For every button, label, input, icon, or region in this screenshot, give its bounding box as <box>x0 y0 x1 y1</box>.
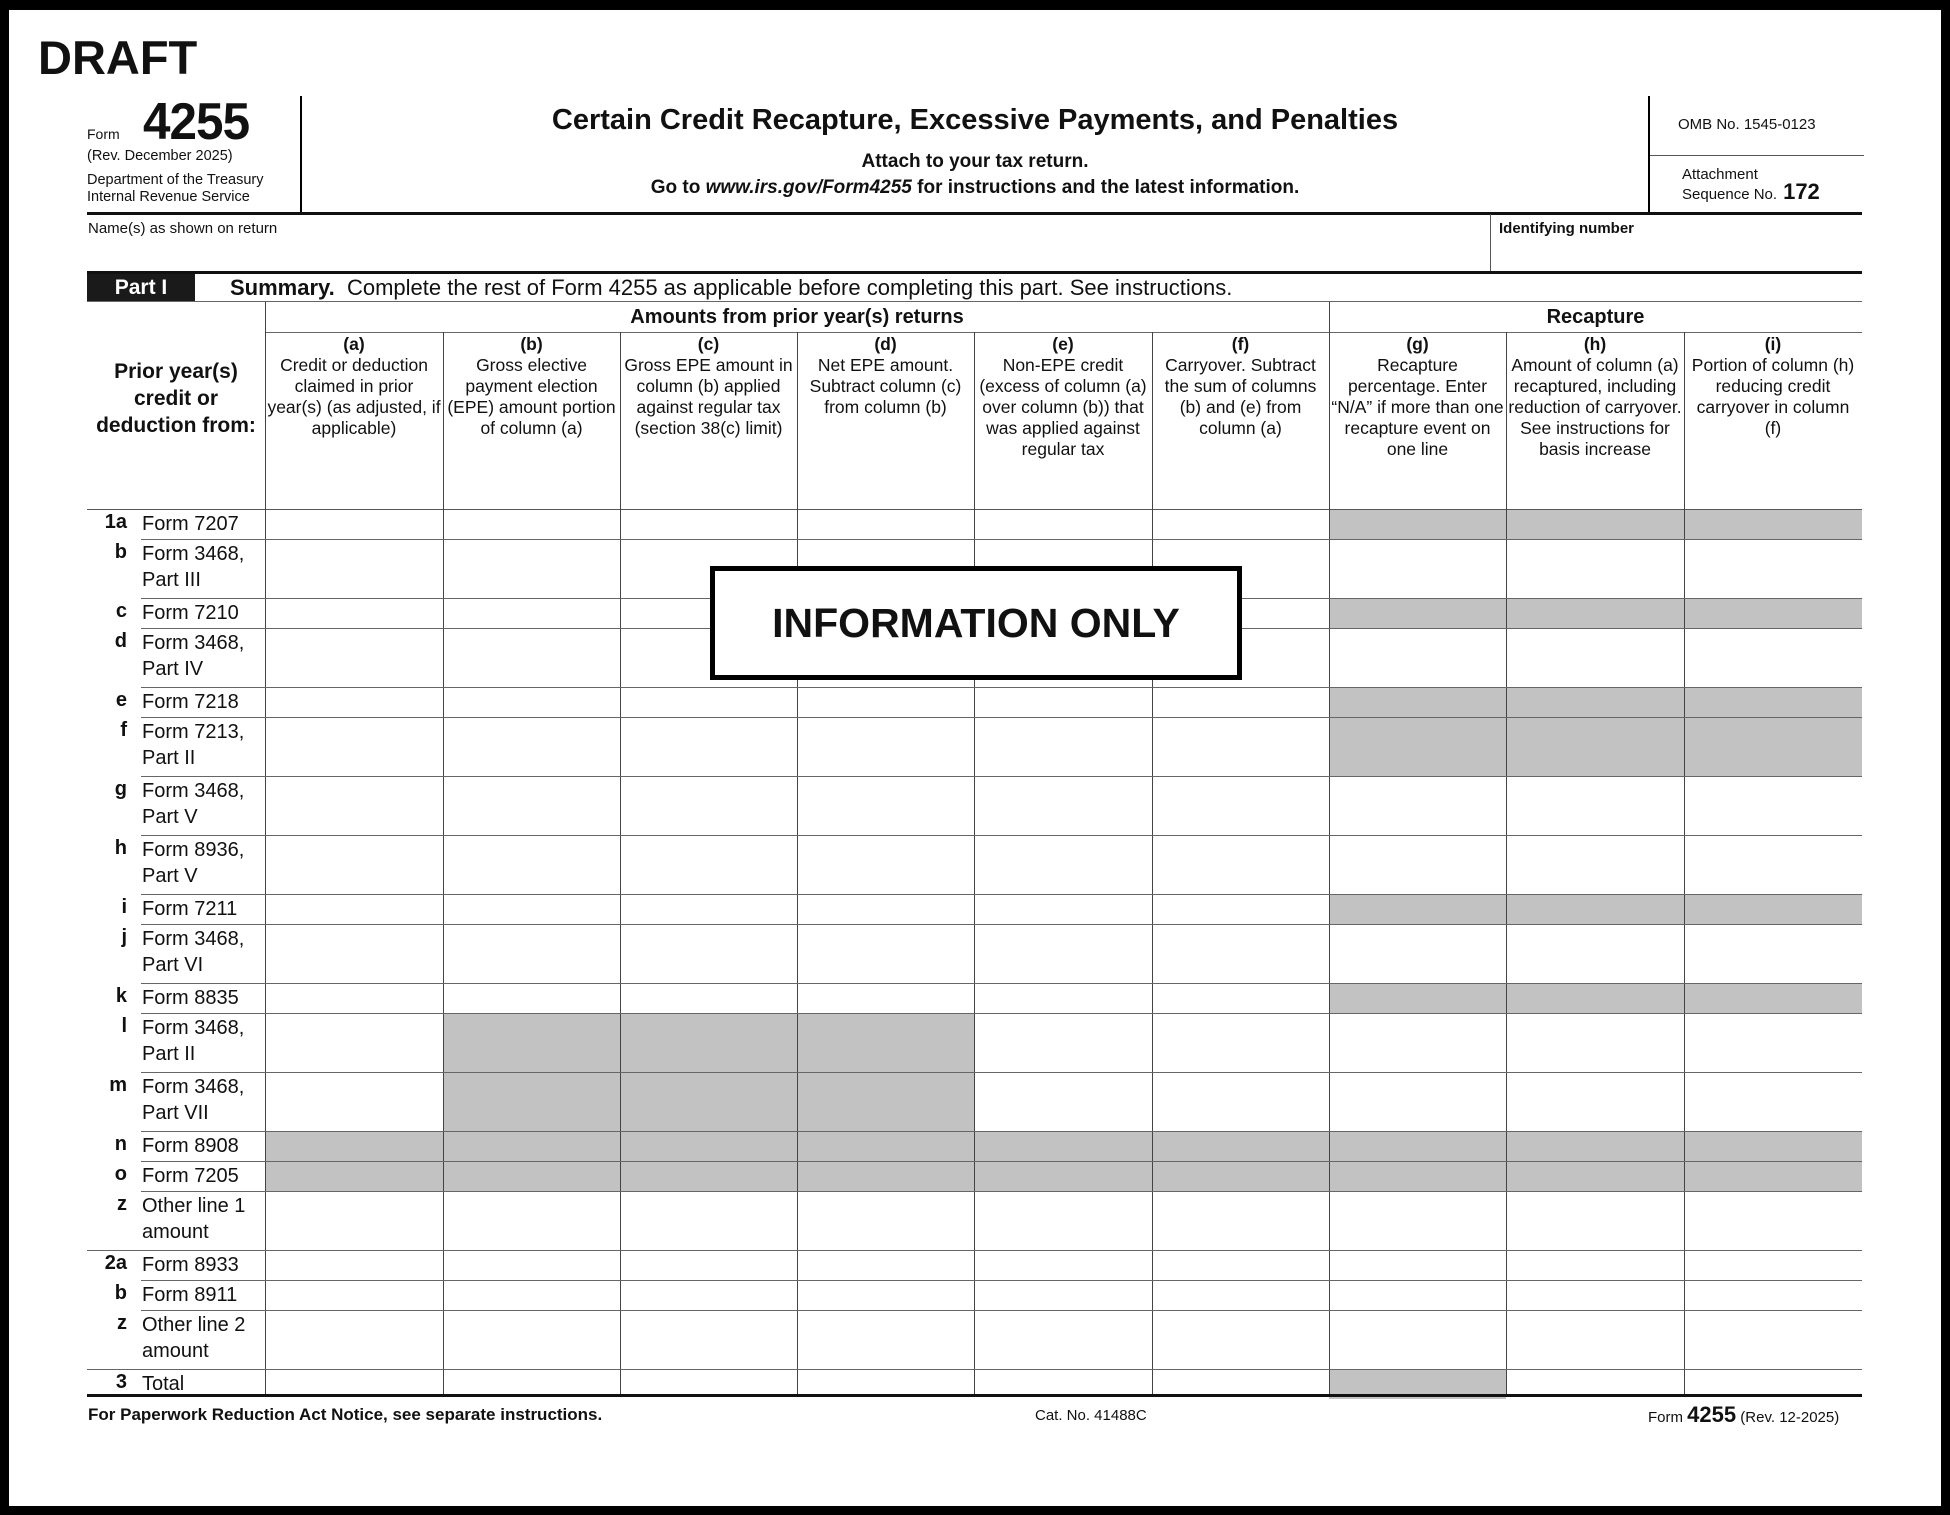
amount-cell <box>443 1161 620 1191</box>
line-number: z <box>117 1193 127 1215</box>
goto-instruction <box>302 177 1648 199</box>
line-number: m <box>109 1074 127 1096</box>
amount-cell[interactable] <box>1329 539 1506 598</box>
column-letter: (e) <box>1052 334 1074 354</box>
amount-cell <box>620 1013 797 1072</box>
line-label: Form 8911 <box>142 1284 238 1306</box>
part1-title: Summary. <box>230 275 335 300</box>
name-label: Name(s) as shown on return <box>88 220 278 237</box>
amount-cell <box>443 1013 620 1072</box>
amount-cell[interactable] <box>797 776 974 835</box>
column-header-d <box>799 334 972 418</box>
column-letter: (b) <box>520 334 543 354</box>
row-rule <box>141 983 1862 984</box>
amount-cell[interactable] <box>1684 835 1862 894</box>
department-line2: Internal Revenue Service <box>87 189 250 205</box>
amount-cell[interactable] <box>443 1191 620 1250</box>
amount-cell <box>1684 687 1862 717</box>
amount-cell[interactable] <box>620 687 797 717</box>
column-letter: (c) <box>697 334 720 354</box>
header-bottom-rule <box>87 212 1862 215</box>
amount-cell[interactable] <box>1152 983 1329 1013</box>
form-revision: (Rev. December 2025) <box>87 148 233 164</box>
row-rule <box>141 1161 1862 1162</box>
line-label: Form 7211 <box>142 898 238 920</box>
amount-cell <box>265 1161 443 1191</box>
amount-cell[interactable] <box>265 717 443 776</box>
line-label: Form 7207 <box>142 513 239 535</box>
amount-cell[interactable] <box>620 509 797 539</box>
line-number: n <box>114 1133 127 1155</box>
part1-tab: Part I <box>87 274 195 302</box>
amount-cell <box>1506 1161 1684 1191</box>
line-number: g <box>114 778 127 800</box>
amount-cell[interactable] <box>265 1250 443 1280</box>
amount-cell[interactable] <box>1506 835 1684 894</box>
amount-cell[interactable] <box>1329 1310 1506 1369</box>
column-description: Recapture percentage. Enter “N/A” if more than one recapture event on one line <box>1331 355 1504 459</box>
goto-prefix: Go to <box>650 177 706 198</box>
amount-cell[interactable] <box>1152 776 1329 835</box>
amount-cell[interactable] <box>265 1013 443 1072</box>
amount-cell[interactable] <box>620 1280 797 1310</box>
amount-cell[interactable] <box>265 598 443 628</box>
amount-cell <box>797 1072 974 1131</box>
group-header-rule <box>265 332 1862 333</box>
amount-cell <box>1506 894 1684 924</box>
amount-cell <box>620 1131 797 1161</box>
footer-form-word: Form <box>1648 1409 1683 1426</box>
amount-cell[interactable] <box>620 1310 797 1369</box>
column-description: Amount of column (a) recaptured, including reduction of carryover. See instructions for basis increase <box>1508 355 1682 459</box>
amount-cell[interactable] <box>443 509 620 539</box>
identifying-number-label: Identifying number <box>1499 220 1634 237</box>
row-rule <box>141 1191 1862 1192</box>
row-rule <box>141 924 1862 925</box>
amount-cell <box>1329 509 1506 539</box>
column-header-c <box>622 334 795 439</box>
line-label: Form 3468, Part V <box>142 780 245 828</box>
column-header-g <box>1331 334 1504 460</box>
omb-block <box>1648 96 1862 214</box>
amount-cell <box>1684 509 1862 539</box>
paperwork-notice: For Paperwork Reduction Act Notice, see separate instructions. <box>88 1405 603 1424</box>
amount-cell <box>1506 509 1684 539</box>
amount-cell[interactable] <box>1152 1280 1329 1310</box>
line-number: e <box>115 689 127 711</box>
line-number: i <box>121 896 127 918</box>
column-description: Credit or deduction claimed in prior year(s) (as adjusted, if applicable) <box>267 355 441 438</box>
amount-cell[interactable] <box>443 1250 620 1280</box>
row-rule <box>141 1131 1862 1132</box>
amount-cell[interactable] <box>443 628 620 687</box>
attach-instruction: Attach to your tax return. <box>861 151 1089 172</box>
amount-cell[interactable] <box>265 924 443 983</box>
amount-cell[interactable] <box>443 539 620 598</box>
line-label: Form 3468, Part III <box>142 543 245 591</box>
row-rule <box>141 776 1862 777</box>
amount-cell[interactable] <box>265 983 443 1013</box>
draft-watermark: DRAFT <box>38 31 198 84</box>
department <box>87 172 264 206</box>
amount-cell <box>265 1131 443 1161</box>
amount-cell[interactable] <box>1506 1280 1684 1310</box>
amount-cell[interactable] <box>1329 924 1506 983</box>
footer-form-id <box>1648 1402 1839 1428</box>
amount-cell[interactable] <box>974 509 1152 539</box>
amount-cell[interactable] <box>265 509 443 539</box>
line-number: j <box>121 926 127 948</box>
table-bottom-rule <box>87 1394 1862 1397</box>
id-divider <box>1490 214 1491 272</box>
amount-cell[interactable] <box>797 1191 974 1250</box>
amount-cell <box>1329 1161 1506 1191</box>
amount-cell[interactable] <box>974 894 1152 924</box>
amount-cell[interactable] <box>1684 776 1862 835</box>
amount-cell[interactable] <box>265 1191 443 1250</box>
amount-cell[interactable] <box>1329 1072 1506 1131</box>
name-field[interactable] <box>87 238 1487 270</box>
amount-cell <box>974 1131 1152 1161</box>
line-number: 1a <box>104 511 127 533</box>
amount-cell[interactable] <box>797 509 974 539</box>
amount-cell <box>1506 717 1684 776</box>
amount-cell[interactable] <box>1506 1013 1684 1072</box>
amount-cell[interactable] <box>443 776 620 835</box>
line-label: Form 8936, Part V <box>142 839 245 887</box>
attachment-sequence <box>1682 166 1820 203</box>
amount-cell[interactable] <box>974 776 1152 835</box>
amount-cell[interactable] <box>620 835 797 894</box>
amount-cell <box>797 1131 974 1161</box>
column-header-h <box>1508 334 1682 460</box>
amount-cell[interactable] <box>1506 539 1684 598</box>
amount-cell[interactable] <box>1152 1310 1329 1369</box>
form-id-block <box>87 93 302 214</box>
line-number: o <box>114 1163 127 1185</box>
column-description: Non-EPE credit (excess of column (a) over column (b)) that was applied against regular tax <box>979 355 1147 459</box>
amount-cell[interactable] <box>265 1072 443 1131</box>
column-letter: (d) <box>874 334 897 354</box>
row-rule <box>141 1310 1862 1311</box>
identifying-number-field[interactable] <box>1492 238 1860 270</box>
amount-cell[interactable] <box>1152 894 1329 924</box>
part1-instruction: Complete the rest of Form 4255 as applicable before completing this part. See instructions. <box>346 275 1233 300</box>
amount-cell[interactable] <box>443 894 620 924</box>
amount-cell[interactable] <box>1152 1250 1329 1280</box>
amount-cell <box>1329 894 1506 924</box>
column-header-e <box>976 334 1150 460</box>
amount-cell[interactable] <box>620 983 797 1013</box>
footer-form-number: 4255 <box>1687 1402 1737 1427</box>
amount-cell[interactable] <box>1329 1191 1506 1250</box>
column-letter: (g) <box>1406 334 1429 354</box>
row-header-label: Prior year(s) credit or deduction from: <box>96 360 256 437</box>
amount-cell[interactable] <box>1684 1013 1862 1072</box>
amount-cell <box>1506 687 1684 717</box>
row-rule <box>141 717 1862 718</box>
column-description: Gross EPE amount in column (b) applied against regular tax (section 38(c) limit) <box>624 355 793 438</box>
amount-cell[interactable] <box>443 924 620 983</box>
amount-cell[interactable] <box>1684 628 1862 687</box>
row-rule <box>141 894 1862 895</box>
amount-cell <box>1329 1131 1506 1161</box>
line-label: Other line 1 amount <box>142 1195 246 1243</box>
amount-cell[interactable] <box>620 894 797 924</box>
amount-cell[interactable] <box>1329 835 1506 894</box>
amount-cell[interactable] <box>265 628 443 687</box>
amount-cell[interactable] <box>1152 509 1329 539</box>
amount-cell[interactable] <box>620 776 797 835</box>
column-description: Portion of column (h) reducing credit carryover in column (f) <box>1691 355 1855 438</box>
amount-cell[interactable] <box>974 1191 1152 1250</box>
amount-cell[interactable] <box>1152 717 1329 776</box>
amount-cell[interactable] <box>1506 776 1684 835</box>
amount-cell[interactable] <box>620 1191 797 1250</box>
amount-cell <box>443 1072 620 1131</box>
column-letter: (h) <box>1583 334 1607 354</box>
amount-cell[interactable] <box>797 894 974 924</box>
amount-cell[interactable] <box>974 1280 1152 1310</box>
column-letter: (a) <box>343 334 365 354</box>
amount-cell[interactable] <box>1506 1310 1684 1369</box>
line-label: Form 8933 <box>142 1254 239 1276</box>
amount-cell[interactable] <box>797 687 974 717</box>
amount-cell <box>443 1131 620 1161</box>
amount-cell[interactable] <box>1506 924 1684 983</box>
goto-suffix: for instructions and the latest information. <box>911 177 1300 198</box>
column-header-b <box>445 334 618 439</box>
amount-cell[interactable] <box>974 1013 1152 1072</box>
column-description: Carryover. Subtract the sum of columns (b) and (e) from column (a) <box>1164 355 1317 438</box>
group-header-prior-year: Amounts from prior year(s) returns <box>630 306 964 328</box>
line-number: z <box>117 1312 127 1334</box>
amount-cell <box>1152 1131 1329 1161</box>
amount-cell[interactable] <box>797 1250 974 1280</box>
amount-cell <box>974 1161 1152 1191</box>
line-label: Form 3468, Part VI <box>142 928 245 976</box>
form-title-block <box>302 96 1648 214</box>
amount-cell <box>1329 687 1506 717</box>
amount-cell[interactable] <box>265 835 443 894</box>
amount-cell[interactable] <box>1506 1250 1684 1280</box>
attachment-label: Attachment <box>1682 166 1758 183</box>
amount-cell <box>620 1161 797 1191</box>
amount-cell[interactable] <box>974 687 1152 717</box>
column-description: Net EPE amount. Subtract column (c) from column (b) <box>809 355 962 417</box>
line-label: Form 7205 <box>142 1165 239 1187</box>
line-label: Form 3468, Part II <box>142 1017 245 1065</box>
row-rule <box>87 1369 1862 1370</box>
amount-cell[interactable] <box>974 835 1152 894</box>
row-rule <box>141 1013 1862 1014</box>
amount-cell <box>1506 1131 1684 1161</box>
amount-cell <box>1506 983 1684 1013</box>
amount-cell[interactable] <box>974 717 1152 776</box>
amount-cell[interactable] <box>620 717 797 776</box>
amount-cell <box>1152 1161 1329 1191</box>
row-rule <box>141 1072 1862 1073</box>
line-number: 2a <box>104 1252 127 1274</box>
amount-cell <box>797 1161 974 1191</box>
row-rule <box>141 687 1862 688</box>
amount-cell[interactable] <box>620 924 797 983</box>
line-label: Form 7213, Part II <box>142 721 245 769</box>
amount-cell[interactable] <box>1329 628 1506 687</box>
amount-cell[interactable] <box>443 717 620 776</box>
amount-cell[interactable] <box>1506 1191 1684 1250</box>
amount-cell[interactable] <box>1152 924 1329 983</box>
line-number: f <box>120 719 127 741</box>
omb-divider <box>1650 155 1864 156</box>
amount-cell[interactable] <box>797 924 974 983</box>
row-rule <box>141 539 1862 540</box>
row-rule <box>87 1250 1862 1251</box>
catalog-number: Cat. No. 41488C <box>1035 1407 1147 1424</box>
amount-cell[interactable] <box>1152 1013 1329 1072</box>
line-label: Other line 2 amount <box>142 1314 246 1362</box>
form-word: Form <box>87 126 120 142</box>
amount-cell[interactable] <box>265 539 443 598</box>
amount-cell[interactable] <box>443 598 620 628</box>
department-line1: Department of the Treasury <box>87 172 264 188</box>
line-number: 3 <box>115 1371 127 1393</box>
column-letter: (i) <box>1764 334 1782 354</box>
amount-cell[interactable] <box>1329 1013 1506 1072</box>
amount-cell[interactable] <box>797 1280 974 1310</box>
amount-cell[interactable] <box>1329 1250 1506 1280</box>
amount-cell[interactable] <box>265 1310 443 1369</box>
amount-cell[interactable] <box>1684 1072 1862 1131</box>
amount-cell[interactable] <box>1684 1191 1862 1250</box>
amount-cell <box>1684 598 1862 628</box>
amount-cell <box>1684 894 1862 924</box>
amount-cell <box>620 1072 797 1131</box>
line-number: b <box>114 1282 127 1304</box>
amount-cell[interactable] <box>974 1310 1152 1369</box>
amount-cell <box>797 1013 974 1072</box>
amount-cell[interactable] <box>1684 1280 1862 1310</box>
amount-cell[interactable] <box>974 983 1152 1013</box>
group-header-recapture: Recapture <box>1546 306 1645 328</box>
amount-cell <box>1329 983 1506 1013</box>
amount-cell[interactable] <box>797 717 974 776</box>
irs-url-link[interactable]: www.irs.gov/Form4255 <box>705 177 912 198</box>
amount-cell <box>1684 1131 1862 1161</box>
form-title: Certain Credit Recapture, Excessive Payments, and Penalties <box>551 104 1399 136</box>
line-label: Form 3468, Part VII <box>142 1076 245 1124</box>
line-number: b <box>114 541 127 563</box>
amount-cell[interactable] <box>1329 1280 1506 1310</box>
amount-cell[interactable] <box>1152 1072 1329 1131</box>
amount-cell[interactable] <box>1506 628 1684 687</box>
amount-cell <box>1329 598 1506 628</box>
amount-cell[interactable] <box>265 687 443 717</box>
column-letter: (f) <box>1231 334 1250 354</box>
sequence-number: 172 <box>1783 179 1820 204</box>
line-number: d <box>114 630 127 652</box>
amount-cell <box>1506 598 1684 628</box>
line-label: Form 8835 <box>142 987 239 1009</box>
amount-cell[interactable] <box>1684 539 1862 598</box>
amount-cell[interactable] <box>620 1250 797 1280</box>
column-header-a <box>267 334 441 439</box>
omb-number: OMB No. 1545-0123 <box>1678 116 1816 133</box>
amount-cell[interactable] <box>443 835 620 894</box>
amount-cell[interactable] <box>797 983 974 1013</box>
amount-cell[interactable] <box>443 1310 620 1369</box>
amount-cell[interactable] <box>265 1280 443 1310</box>
row-rule <box>141 835 1862 836</box>
amount-cell[interactable] <box>1329 776 1506 835</box>
amount-cell[interactable] <box>797 1310 974 1369</box>
line-label: Form 8908 <box>142 1135 239 1157</box>
line-number: h <box>114 837 127 859</box>
amount-cell <box>1684 717 1862 776</box>
form-number: 4255 <box>143 93 250 151</box>
amount-cell[interactable] <box>797 835 974 894</box>
amount-cell[interactable] <box>443 1280 620 1310</box>
amount-cell <box>1329 717 1506 776</box>
line-label: Form 7210 <box>142 602 239 624</box>
line-label: Form 3468, Part IV <box>142 632 245 680</box>
line-number: c <box>115 600 127 622</box>
part1-heading <box>230 274 1232 302</box>
footer-revision: (Rev. 12-2025) <box>1740 1409 1840 1426</box>
column-header-f <box>1154 334 1327 439</box>
amount-cell[interactable] <box>1684 1310 1862 1369</box>
sequence-label: Sequence No. <box>1682 186 1778 203</box>
line-label: Total <box>142 1373 185 1395</box>
information-only-stamp: INFORMATION ONLY <box>710 566 1242 680</box>
amount-cell[interactable] <box>1684 924 1862 983</box>
row-rule <box>141 1280 1862 1281</box>
column-description: Gross elective payment election (EPE) amount portion of column (a) <box>447 355 616 438</box>
amount-cell <box>1684 1161 1862 1191</box>
amount-cell[interactable] <box>265 776 443 835</box>
column-header-i <box>1686 334 1860 439</box>
amount-cell[interactable] <box>1684 1250 1862 1280</box>
amount-cell[interactable] <box>1152 1191 1329 1250</box>
amount-cell[interactable] <box>974 1250 1152 1280</box>
amount-cell[interactable] <box>974 924 1152 983</box>
amount-cell[interactable] <box>974 1072 1152 1131</box>
line-label: Form 7218 <box>142 691 239 713</box>
line-number: l <box>121 1015 127 1037</box>
amount-cell[interactable] <box>265 894 443 924</box>
amount-cell[interactable] <box>1152 687 1329 717</box>
amount-cell[interactable] <box>443 687 620 717</box>
amount-cell[interactable] <box>1152 835 1329 894</box>
amount-cell[interactable] <box>1506 1072 1684 1131</box>
amount-cell <box>1684 983 1862 1013</box>
line-number: k <box>115 985 127 1007</box>
amount-cell[interactable] <box>443 983 620 1013</box>
